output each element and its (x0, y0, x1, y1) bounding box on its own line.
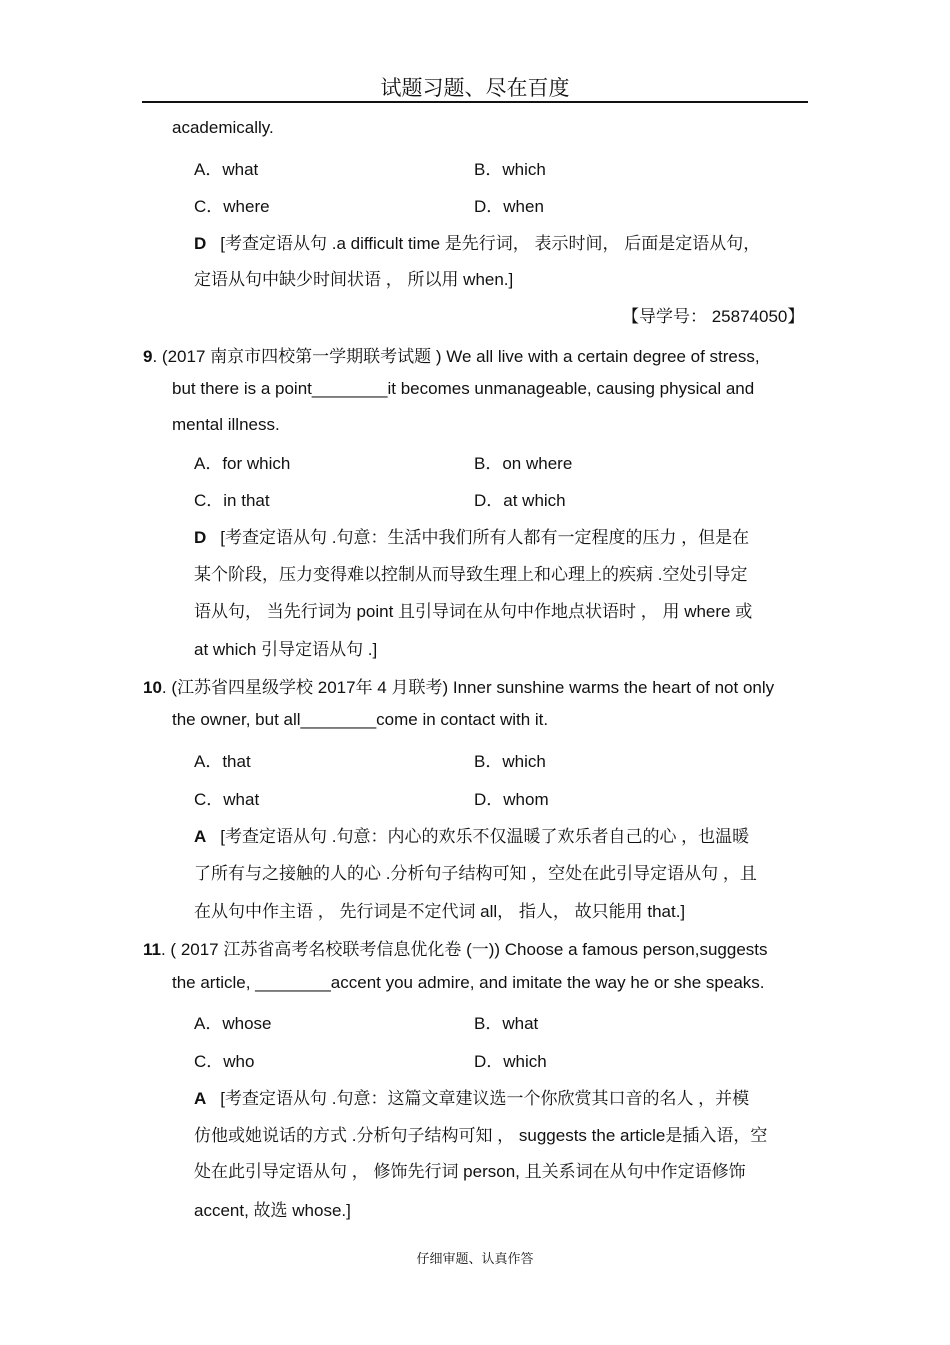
q11-answer-line-1 (194, 1084, 749, 1109)
guide-number: 【导学号： 25874050】 (622, 307, 805, 326)
q10-stem-line-1 (143, 673, 774, 698)
q9-explanation-text-1: [考查定语从句 .句意：生活中我们所有人都有一定程度的压力 ，但是在 (220, 528, 750, 547)
q10-option-d: D．whom (474, 790, 549, 809)
q11-stem-line-1 (143, 935, 768, 960)
header-divider (142, 101, 808, 103)
q9-explanation-line-2: 某个阶段，压力变得难以控制从而导致生理上和心理上的疾病 .空处引导定 (194, 565, 748, 584)
prev-explanation-text-1: [考查定语从句 .a difficult time 是先行词， 表示时间， 后面是定语从句， (220, 234, 761, 253)
q9-answer-letter: D (194, 528, 207, 547)
q11-number: 11 (143, 940, 161, 959)
q10-option-b: B．which (474, 752, 546, 771)
prev-answer-letter: D (194, 234, 207, 253)
q9-option-a: A．for which (194, 454, 291, 473)
q11-option-d: D．which (474, 1052, 547, 1071)
q10-option-a: A．that (194, 752, 251, 771)
q10-explanation-line-3: 在从句中作主语 ， 先行词是不定代词 all， 指人， 故只能用 that.] (194, 902, 686, 921)
q11-stem-text-1: . ( 2017 江苏省高考名校联考信息优化卷 (一)) Choose a famous person,suggests (160, 940, 768, 959)
q9-stem-line-2: but there is a point________it becomes unmanageable, causing physical and (172, 379, 755, 398)
q11-explanation-line-2: 仿他或她说话的方式 .分析句子结构可知 ， suggests the article是插入语，空 (194, 1126, 768, 1145)
q10-answer-letter: A (194, 827, 207, 846)
prev-option-a: A．what (194, 160, 259, 179)
prev-option-d: D．when (474, 197, 544, 216)
q9-answer-line-1 (194, 523, 749, 548)
q9-stem-text-1: . (2017 南京市四校第一学期联考试题 ) We all live with a certain degree of stress, (152, 347, 760, 366)
page-footer: 仔细审题、认真作答 (416, 1252, 534, 1267)
prev-option-b: B．which (474, 160, 546, 179)
q11-answer-letter: A (194, 1089, 207, 1108)
q11-option-c: C．who (194, 1052, 255, 1071)
q9-option-b: B．on where (474, 454, 573, 473)
prev-question-continuation: academically. (172, 118, 274, 137)
q10-answer-line-1 (194, 822, 749, 847)
q9-option-d: D．at which (474, 491, 566, 510)
prev-explanation-line-2: 定语从句中缺少时间状语 ， 所以用 when.] (194, 270, 514, 289)
q9-number: 9 (143, 347, 153, 366)
q9-explanation-line-4: at which 引导定语从句 .] (194, 640, 378, 659)
q10-stem-text-1: . (江苏省四星级学校 2017年 4 月联考) Inner sunshine warms the heart of not only (161, 678, 775, 697)
q10-explanation-line-2: 了所有与之接触的人的心 .分析句子结构可知 ，空处在此引导定语从句 ，且 (194, 864, 757, 883)
page-header-title: 试题习题、尽在百度 (380, 76, 570, 100)
prev-option-c: C．where (194, 197, 270, 216)
q11-stem-line-2: the article, ________accent you admire, and imitate the way he or she speaks. (172, 973, 765, 992)
q11-option-a: A．whose (194, 1014, 272, 1033)
q9-stem-line-3: mental illness. (172, 415, 280, 434)
q10-explanation-text-1: [考查定语从句 .句意：内心的欢乐不仅温暖了欢乐者自己的心 ，也温暖 (220, 827, 750, 846)
q9-explanation-line-3: 语从句， 当先行词为 point 且引导词在从句中作地点状语时 ， 用 where 或 (194, 602, 753, 621)
q11-option-b: B．what (474, 1014, 539, 1033)
q9-stem-line-1 (143, 342, 760, 367)
q9-option-c: C．in that (194, 491, 270, 510)
q10-option-c: C．what (194, 790, 260, 809)
q11-explanation-line-4: accent, 故选 whose.] (194, 1201, 351, 1220)
q10-stem-line-2: the owner, but all________come in contact with it. (172, 710, 549, 729)
q11-explanation-line-3: 处在此引导定语从句 ， 修饰先行词 person, 且关系词在从句中作定语修饰 (194, 1162, 746, 1181)
q11-explanation-text-1: [考查定语从句 .句意：这篇文章建议选一个你欣赏其口音的名人 ，并模 (220, 1089, 750, 1108)
prev-answer-explanation-line-1 (194, 229, 760, 254)
q10-number: 10 (143, 678, 162, 697)
